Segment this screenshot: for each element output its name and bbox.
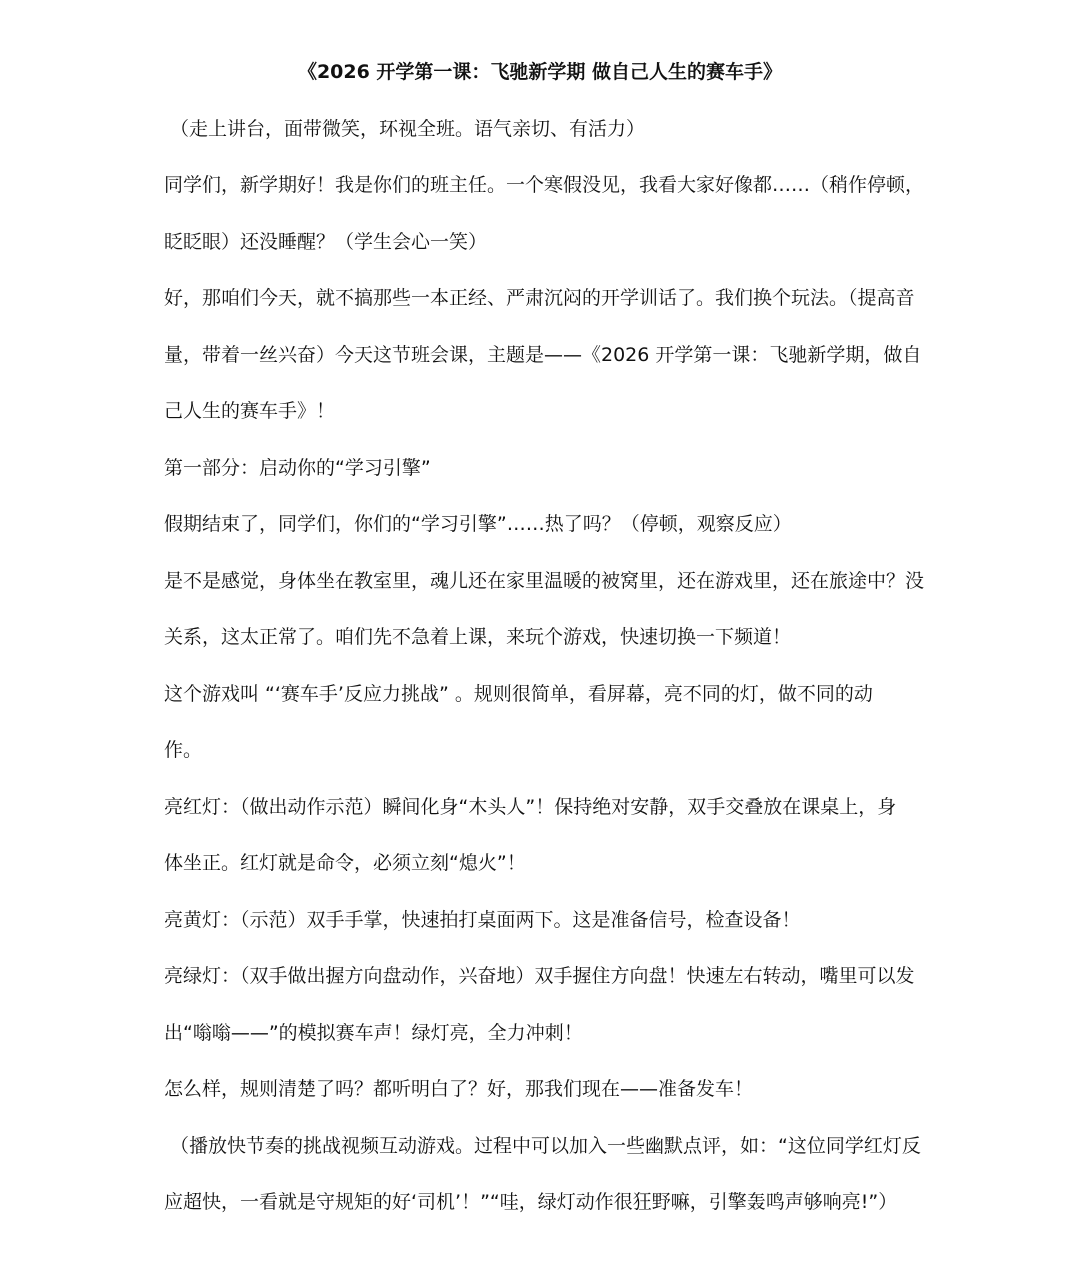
paragraph-line: 作。	[164, 739, 203, 761]
paragraph-line: 眨眨眼）还没睡醒？（学生会心一笑）	[164, 231, 488, 253]
paragraph-line: 这个游戏叫 “‘赛车手’反应力挑战” 。规则很简单，看屏幕，亮不同的灯，做不同的动	[164, 683, 873, 705]
stage-direction-line: （走上讲台，面带微笑，环视全班。语气亲切、有活力）	[170, 118, 646, 140]
paragraph-line: 亮黄灯：（示范）双手手掌，快速拍打桌面两下。这是准备信号，检查设备！	[164, 909, 801, 931]
paragraph-line: 出“嗡嗡——”的模拟赛车声！绿灯亮，全力冲刺！	[164, 1022, 583, 1044]
paragraph-line: 体坐正。红灯就是命令，必须立刻“熄火”！	[164, 852, 526, 874]
paragraph-line: 怎么样，规则清楚了吗？都听明白了？好，那我们现在——准备发车！	[164, 1078, 754, 1100]
paragraph-line: 关系，这太正常了。咱们先不急着上课，来玩个游戏，快速切换一下频道！	[164, 626, 792, 648]
paragraph-line: 亮红灯：（做出动作示范）瞬间化身“木头人”！保持绝对安静，双手交叠放在课桌上，身	[164, 796, 897, 818]
paragraph-line: 好，那咱们今天，就不搞那些一本正经、严肃沉闷的开学训话了。我们换个玩法。（提高音	[164, 287, 915, 309]
section-heading: 第一部分：启动你的“学习引擎”	[164, 457, 431, 479]
paragraph-line: 应超快，一看就是守规矩的好‘司机’！”“哇，绿灯动作很狂野嘛，引擎轰鸣声够响亮!”）	[164, 1191, 898, 1213]
paragraph-line: 己人生的赛车手》！	[164, 400, 336, 422]
stage-direction-line: （播放快节奏的挑战视频互动游戏。过程中可以加入一些幽默点评，如：“这位同学红灯反	[170, 1135, 921, 1157]
document-title: 《2026 开学第一课：飞驰新学期 做自己人生的赛车手》	[297, 61, 783, 83]
paragraph-line: 同学们，新学期好！我是你们的班主任。一个寒假没见，我看大家好像都……（稍作停顿，	[164, 174, 925, 196]
paragraph-line: 是不是感觉，身体坐在教室里，魂儿还在家里温暖的被窝里，还在游戏里，还在旅途中？没	[164, 570, 925, 592]
paragraph-line: 亮绿灯：（双手做出握方向盘动作，兴奋地）双手握住方向盘！快速左右转动，嘴里可以发	[164, 965, 915, 987]
paragraph-line: 假期结束了，同学们，你们的“学习引擎”……热了吗？（停顿，观察反应）	[164, 513, 792, 535]
paragraph-line: 量，带着一丝兴奋）今天这节班会课，主题是——《2026 开学第一课：飞驰新学期，做自	[164, 344, 922, 366]
